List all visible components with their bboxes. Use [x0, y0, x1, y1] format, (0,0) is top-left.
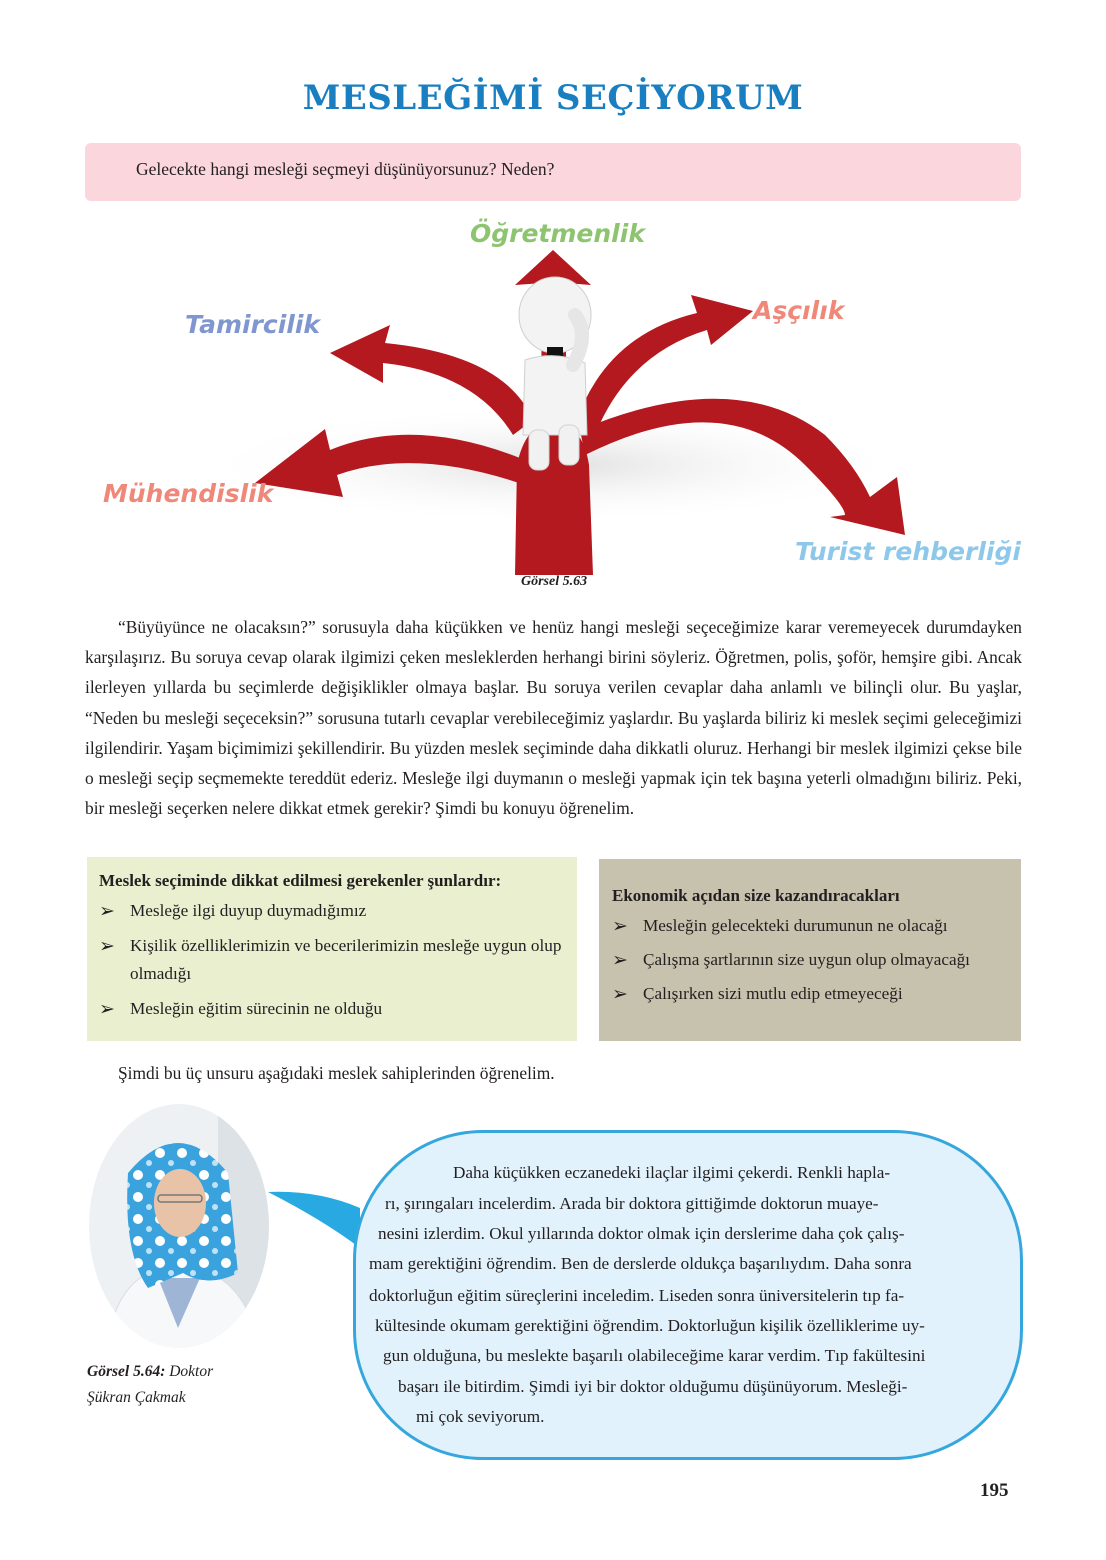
arrow-bullet-icon: ➢: [612, 983, 628, 1005]
list-item: [99, 897, 565, 925]
intro-line: Şimdi bu üç unsuru aşağıdaki meslek sahiplerinden öğrenelim.: [118, 1063, 555, 1083]
career-label-teaching: Öğretmenlik: [470, 219, 645, 248]
economic-factors-title: Ekonomik açıdan size kazandıracakları: [612, 886, 900, 905]
economic-factors-list: [612, 912, 1009, 1008]
list-item-text: Mesleğe ilgi duyup duymadığımız: [130, 901, 367, 920]
page-number: 195: [980, 1480, 1009, 1501]
list-item: [612, 912, 1009, 940]
list-item: [99, 995, 565, 1023]
arrow-bullet-icon: ➢: [612, 949, 628, 971]
career-crossroads-illustration: [85, 215, 1021, 575]
figure-caption: Görsel 5.63: [521, 574, 588, 589]
quote-line: rı, şırıngaları incelerdim. Arada bir doktora gittiğimde doktorun muaye-: [385, 1194, 879, 1213]
list-item: [99, 932, 565, 988]
quote-line: gun olduğuna, bu meslekte başarılı olabileceğime karar verdim. Tıp fakültesini: [383, 1346, 926, 1365]
quote-line: başarı ile bitirdim. Şimdi iyi bir doktor olduğumu düşünüyorum. Mesleği-: [398, 1377, 908, 1396]
quote-line: nesini izlerdim. Okul yıllarında doktor olmak için derslerime daha çok çalış-: [378, 1224, 905, 1243]
economic-factors-box: [599, 859, 1021, 1041]
selection-criteria-title: Meslek seçiminde dikkat edilmesi gerekenler şunlardır:: [99, 871, 502, 890]
list-item-text: Kişilik özelliklerimizin ve becerilerimizin mesleğe uygun olup olmadığı: [130, 936, 562, 983]
photo-caption-role: Doktor: [169, 1363, 214, 1380]
quote-line: Daha küçükken eczanedeki ilaçlar ilgimi çekerdi. Renkli hapla-: [453, 1163, 891, 1182]
arrow-bullet-icon: ➢: [99, 935, 115, 957]
photo-caption-label: Görsel 5.64:: [87, 1363, 166, 1380]
list-item-text: Mesleğin gelecekteki durumunun ne olacağı: [643, 916, 948, 935]
arrow-bullet-icon: ➢: [99, 900, 115, 922]
crossroads-arrows-graphic: [85, 215, 1021, 575]
career-label-tour-guide: Turist rehberliği: [795, 537, 1021, 566]
list-item-text: Çalışırken sizi mutlu edip etmeyeceği: [643, 984, 903, 1003]
quote-line: kültesinde okumam gerektiğini öğrendim. Doktorluğun kişilik özelliklerime uy-: [375, 1316, 925, 1335]
list-item-text: Mesleğin eğitim sürecinin ne olduğu: [130, 999, 383, 1018]
doctor-portrait-graphic: [88, 1103, 270, 1349]
career-label-engineering: Mühendislik: [103, 479, 274, 508]
selection-criteria-list: [99, 897, 565, 1023]
quote-line: mi çok seviyorum.: [416, 1407, 545, 1426]
arrow-bullet-icon: ➢: [99, 998, 115, 1020]
quote-line: mam gerektiğini öğrendim. Ben de derslerde oldukça başarılıydım. Daha sonra: [369, 1254, 912, 1273]
list-item: [612, 980, 1009, 1008]
speech-bubble-tail: [268, 1180, 368, 1250]
career-label-cooking: Aşçılık: [753, 296, 845, 325]
photo-caption: [87, 1359, 213, 1411]
career-label-repair: Tamircilik: [185, 310, 321, 339]
doctor-photo: [88, 1103, 270, 1349]
photo-caption-name: Şükran Çakmak: [87, 1389, 186, 1406]
question-box: [85, 143, 1021, 201]
arrow-bullet-icon: ➢: [612, 915, 628, 937]
photo-caption-line-1: [87, 1359, 213, 1385]
selection-criteria-box: [87, 857, 577, 1041]
page-title: MESLEĞİMİ SEÇİYORUM: [302, 78, 804, 118]
quote-line: doktorluğun eğitim süreçlerini inceledim. Liseden sonra üniversitelerin tıp fa-: [369, 1286, 905, 1305]
question-text: Gelecekte hangi mesleği seçmeyi düşünüyorsunuz? Neden?: [136, 159, 555, 179]
list-item: [612, 946, 1009, 974]
list-item-text: Çalışma şartlarının size uygun olup olmayacağı: [643, 950, 970, 969]
body-paragraph: “Büyüyünce ne olacaksın?” sorusuyla daha küçükken ve henüz hangi mesleği seçeceğimize karar veremeyecek durumdayken karşılaşırız. Bu soruya cevap olarak ilgimizi çeken mesleklerden herhangi birini söyleriz. Öğretmen, polis, şoför, hemşire gibi. Ancak ilerleyen yıllarda bu seçimlerde değişiklikler olmaya başlar. Bu soruya verilen cevaplar daha anlamlı ve bilinçli olur. Bu yaşlar, “Neden bu mesleği seçeceksin?” sorusuna tutarlı cevaplar verebileceğimiz yaşlardır. Bu yaşlarda biliriz ki meslek seçimi geleceğimizi ilgilendirir. Yaşam biçimimizi şekillendirir. Bu yüzden meslek seçiminde daha dikkatli oluruz. Herhangi bir meslek ilgimizi çekse bile o mesleği seçip seçmemekte tereddüt ederiz. Mesleğe ilgi duymanın o mesleği yapmak için tek başına yeterli olmadığını biliriz. Peki, bir mesleği seçerken nelere dikkat etmek gerekir? Şimdi bu konuyu öğrenelim.: [85, 617, 1022, 819]
